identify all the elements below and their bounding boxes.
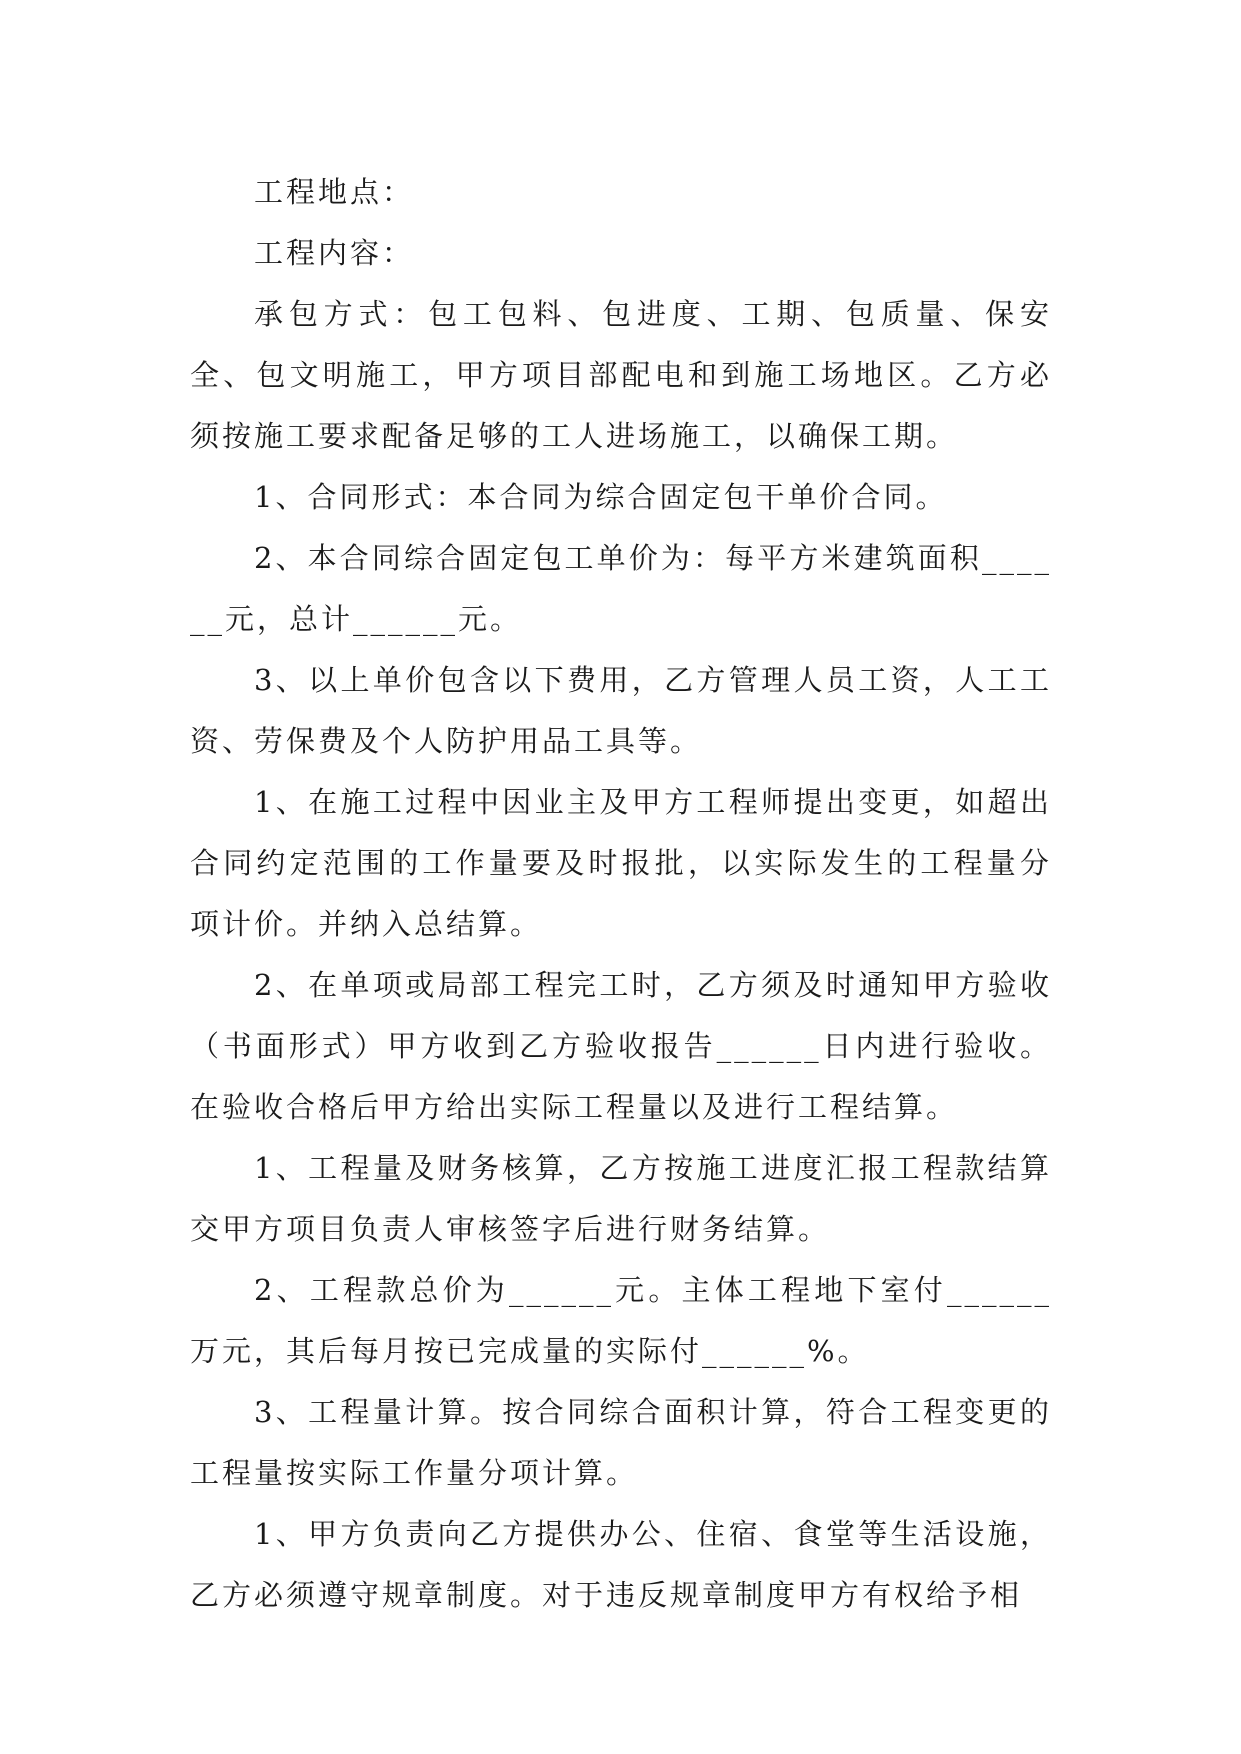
paragraph-total-price: 2、工程款总价为______元。主体工程地下室付______万元，其后每月按已完成量的实际付______%。: [190, 1273, 1052, 1368]
paragraph-contract-form: 1、合同形式：本合同为综合固定包干单价合同。: [254, 480, 948, 514]
paragraph-facilities: 1、甲方负责向乙方提供办公、住宿、食堂等生活设施，乙方必须遵守规章制度。对于违反规章制度甲方有权给予相: [190, 1517, 1052, 1612]
paragraph-financial-accounting: 1、工程量及财务核算，乙方按施工进度汇报工程款结算交甲方项目负责人审核签字后进行财务结算。: [190, 1151, 1052, 1246]
paragraph-acceptance: 2、在单项或局部工程完工时，乙方须及时通知甲方验收（书面形式）甲方收到乙方验收报告______日内进行验收。在验收合格后甲方给出实际工程量以及进行工程结算。: [190, 968, 1052, 1124]
paragraph-project-location: 工程地点：: [254, 175, 415, 209]
paragraph-quantity-calculation: 3、工程量计算。按合同综合面积计算，符合工程变更的工程量按实际工作量分项计算。: [190, 1395, 1052, 1490]
paragraph-price-includes: 3、以上单价包含以下费用，乙方管理人员工资，人工工资、劳保费及个人防护用品工具等。: [190, 663, 1052, 758]
paragraph-project-content: 工程内容：: [254, 236, 415, 270]
document-page: [190, 162, 1052, 1626]
paragraph-change-orders: 1、在施工过程中因业主及甲方工程师提出变更，如超出合同约定范围的工作量要及时报批，以实际发生的工程量分项计价。并纳入总结算。: [190, 785, 1052, 941]
paragraph-unit-price: 2、本合同综合固定包工单价为：每平方米建筑面积______元，总计______元。: [190, 541, 1052, 636]
paragraph-contract-method: 承包方式：包工包料、包进度、工期、包质量、保安全、包文明施工，甲方项目部配电和到施工场地区。乙方必须按施工要求配备足够的工人进场施工，以确保工期。: [190, 297, 1052, 453]
